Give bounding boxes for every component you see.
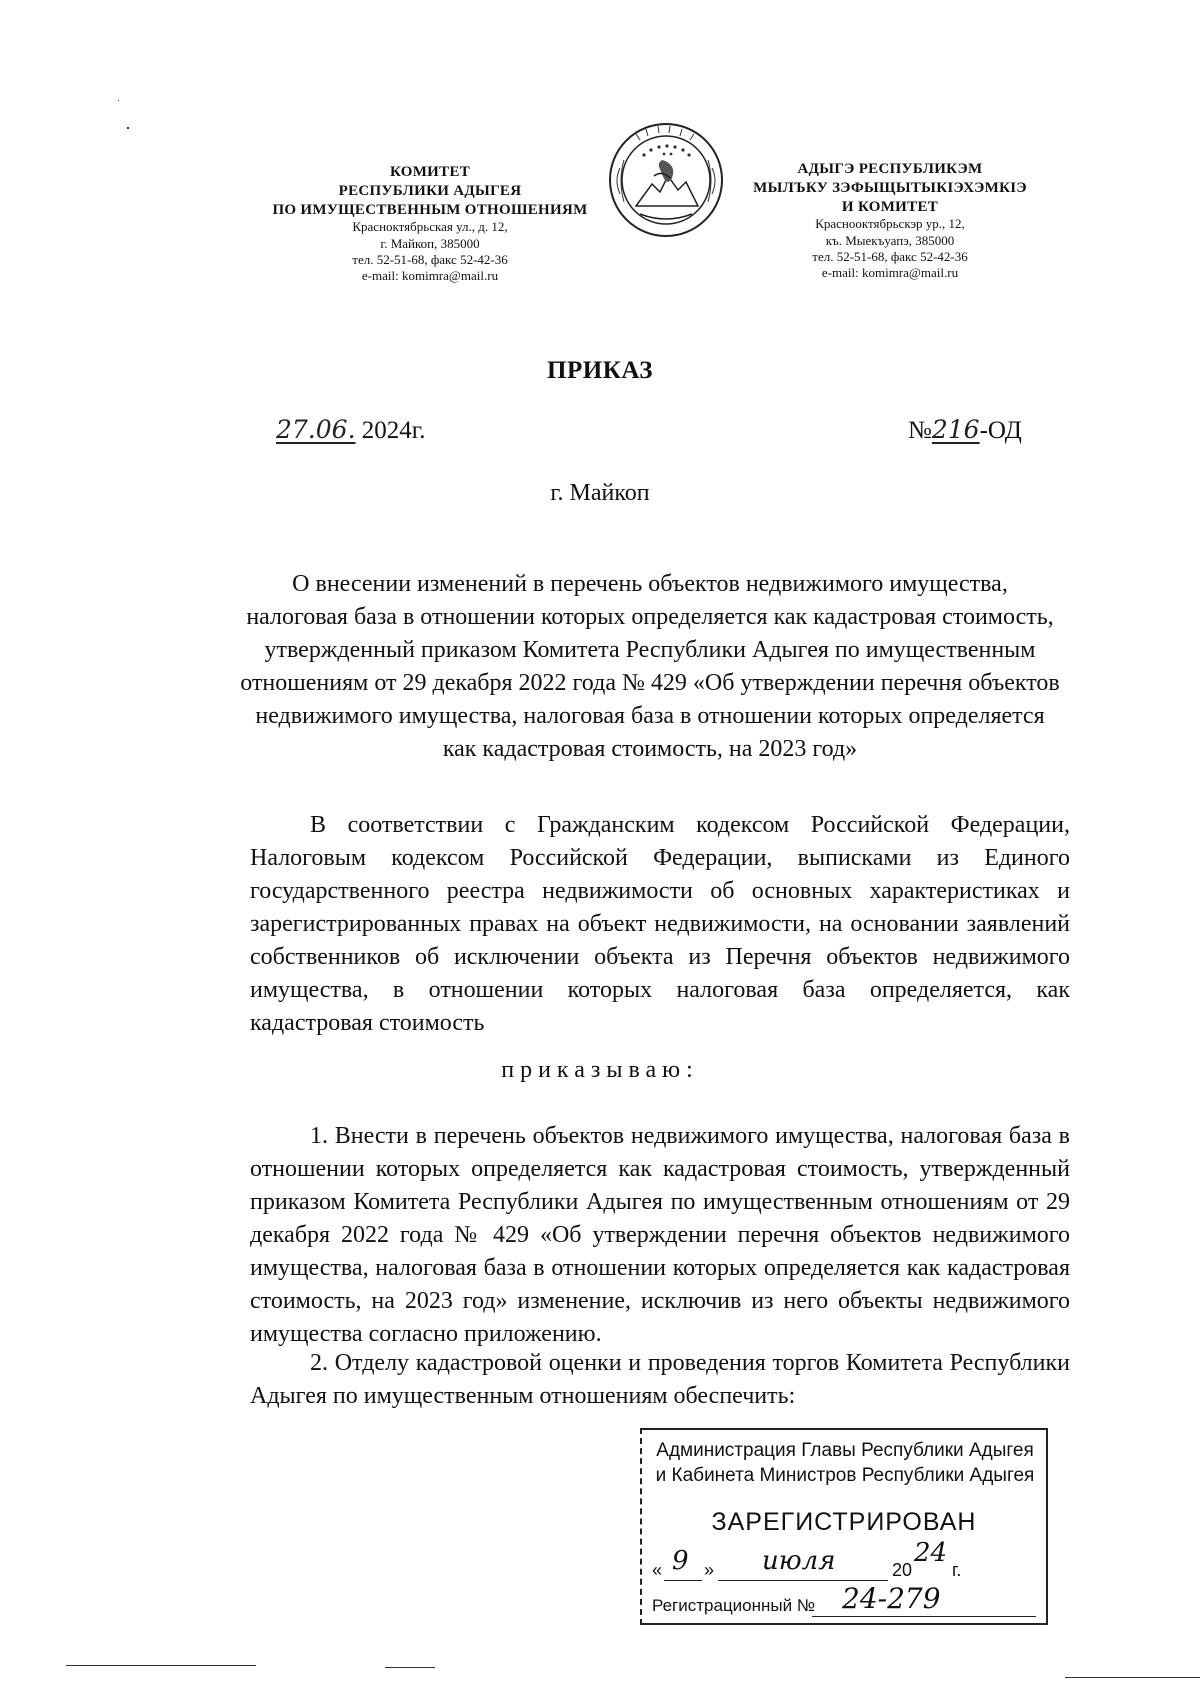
- item-1-paragraph: 1. Внести в перечень объектов недвижимого имущества, налоговая база в отношении которых определяется как кадастровая стоимость, утвержденный приказом Комитета Республики Адыгея по имущественным отношениям от 29 декабря 2022 года № 429 «Об утверждении перечня объектов недвижимого имущества, налоговая база в отношении которых определяется как кадастровая стоимость, на 2023 год» изменение, исключив из него объекты недвижимого имущества согласно приложению.: [250, 1123, 1070, 1347]
- org-phone: тел. 52-51-68, факс 52-42-36: [352, 251, 508, 267]
- registration-stamp: [640, 1428, 1048, 1625]
- order-date: [276, 415, 425, 445]
- coat-of-arms-icon: [606, 120, 726, 240]
- header-right-block: [730, 160, 1050, 281]
- org-email: e-mail: komimra@mail.ru: [361, 268, 499, 283]
- stamp-date: [652, 1538, 1042, 1582]
- stamp-year-prefix: 20: [892, 1560, 913, 1580]
- handwritten-date: 27.06.: [276, 415, 356, 444]
- stamp-org-line-1: Администрация Главы Республики Адыгея: [656, 1440, 1034, 1461]
- org-name-line-1: КОМИТЕТ: [389, 164, 471, 180]
- stamp-org-line-2: и Кабинета Министров Республики Адыгея: [655, 1465, 1035, 1486]
- stamp-organization: [650, 1438, 1040, 1488]
- org-name-adyghe-line-3: И КОМИТЕТ: [841, 198, 939, 215]
- scan-speck: [118, 100, 119, 101]
- footer-rule-left: [66, 1665, 256, 1666]
- org-email-adyghe: e-mail: komimra@mail.ru: [821, 265, 959, 280]
- stamp-reg-underline: [812, 1616, 1036, 1617]
- footer-rule-right: [1065, 1677, 1200, 1678]
- number-sign: №: [908, 417, 932, 444]
- stamp-reg-label: Регистрационный №: [652, 1596, 816, 1615]
- header-left-block: [240, 163, 620, 284]
- item-2-paragraph: 2. Отделу кадастровой оценки и проведения торгов Комитета Республики Адыгея по имущественным отношениям обеспечить:: [250, 1350, 1070, 1409]
- stamp-year-suffix: г.: [952, 1560, 962, 1580]
- org-address: Красноктябрьская ул., д. 12,: [352, 219, 508, 235]
- footer-rule-middle: [385, 1667, 435, 1668]
- document-subject: О внесении изменений в перечень объектов недвижимого имущества, налоговая база в отношении которых определяется как кадастровая стоимость, утвержденный приказом Комитета Республики Адыгея по имущественным отношениям от 29 декабря 2022 года № 429 «Об утверждении перечня объектов недвижимого имущества, налоговая база в отношении которых определяется как кадастровая стоимость, на 2023 год»: [240, 571, 1060, 762]
- document-title: ПРИКАЗ: [547, 357, 653, 384]
- handwritten-number: 216: [931, 415, 980, 444]
- stamp-day-underline: [664, 1580, 702, 1581]
- date-year: 2024г.: [361, 417, 426, 444]
- stamp-status: ЗАРЕГИСТРИРОВАН: [711, 1508, 977, 1536]
- document-city: г. Майкоп: [550, 480, 650, 506]
- order-number: [908, 415, 1022, 445]
- org-phone-adyghe: тел. 52-51-68, факс 52-42-36: [812, 248, 968, 264]
- stamp-month-handwritten: июля: [762, 1546, 836, 1576]
- org-city-adyghe: къ. Мыекъуапэ, 385000: [825, 232, 955, 248]
- scan-speck: [127, 127, 129, 129]
- stamp-year-handwritten: 24: [914, 1538, 948, 1568]
- number-suffix: -ОД: [979, 417, 1022, 444]
- org-name-line-2: РЕСПУБЛИКИ АДЫГЕЯ: [338, 182, 522, 199]
- org-name-adyghe-line-1: АДЫГЭ РЕСПУБЛИКЭМ: [797, 161, 983, 177]
- stamp-day-handwritten: 9: [672, 1546, 689, 1576]
- stamp-quote-close: »: [704, 1560, 715, 1580]
- stamp-month-underline: [718, 1580, 888, 1581]
- stamp-registration-number: [652, 1582, 1042, 1620]
- org-name-line-3: ПО ИМУЩЕСТВЕННЫМ ОТНОШЕНИЯМ: [272, 201, 588, 218]
- org-name-adyghe-line-2: МЫЛЪКУ ЗЭФЫЩЫТЫКIЭХЭМКIЭ: [753, 179, 1027, 196]
- org-city: г. Майкоп, 385000: [380, 235, 480, 251]
- org-address-adyghe: Краснооктябрьскэр ур., 12,: [815, 216, 965, 232]
- stamp-quote-open: «: [652, 1560, 663, 1580]
- decree-heading: приказываю:: [501, 1057, 699, 1083]
- stamp-reg-number-handwritten: 24-279: [842, 1582, 941, 1615]
- intro-paragraph: В соответствии с Гражданским кодексом Российской Федерации, Налоговым кодексом Российской Федерации, выписками из Единого государственного реестра недвижимости об основных характеристиках и зарегистрированных правах на объект недвижимости, на основании заявлений собственников об исключении объекта из Перечня объектов недвижимого имущества, в отношении которых налоговая база определяется, как кадастровая стоимость: [250, 812, 1070, 1036]
